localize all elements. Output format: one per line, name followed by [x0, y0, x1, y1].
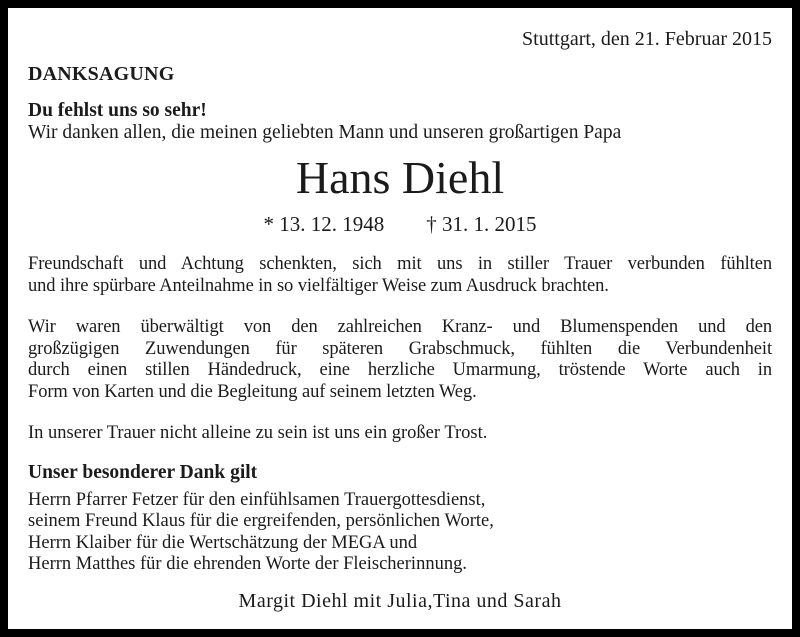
thanks-list — [28, 490, 772, 576]
thanks-heading: Unser besonderer Dank gilt — [28, 461, 258, 483]
dateline: Stuttgart, den 21. Februar 2015 — [522, 28, 772, 50]
deceased-name: Hans Diehl — [295, 152, 505, 203]
paragraph-line: großzügigen Zuwendungen für späteren Grabschmuck, fühlten die Verbundenheit — [28, 338, 772, 359]
death-date: † 31. 1. 2015 — [426, 212, 537, 236]
paragraph-line: Wir waren überwältigt von den zahlreichen Kranz- und Blumenspenden und den — [28, 317, 772, 337]
thanks-line: Herrn Matthes für die ehrenden Worte der Fleischerinnung. — [28, 554, 467, 574]
lead-bold-line: Du fehlst uns so sehr! — [28, 100, 207, 121]
thanks-line: Herrn Pfarrer Fetzer für den einfühlsamen Trauergottesdienst, — [28, 489, 486, 510]
lead-line: Wir danken allen, die meinen geliebten Mann und unseren großartigen Papa — [28, 122, 622, 143]
condolence-paragraph-1 — [28, 254, 772, 297]
birth-date: * 13. 12. 1948 — [263, 212, 385, 236]
thanks-line: Herrn Klaiber für die Wertschätzung der MEGA und — [28, 532, 418, 553]
category-heading: DANKSAGUNG — [28, 63, 175, 85]
obituary-notice-paper — [8, 8, 792, 629]
comfort-line: In unserer Trauer nicht alleine zu sein ist uns ein großer Trost. — [28, 423, 488, 443]
life-dates — [28, 212, 772, 236]
condolence-paragraph-2 — [28, 317, 772, 403]
signature-line: Margit Diehl mit Julia,Tina und Sarah — [238, 589, 562, 612]
paragraph-line: durch einen stillen Händedruck, eine herzliche Umarmung, tröstende Worte auch in — [28, 360, 772, 380]
paragraph-line: Freundschaft und Achtung schenkten, sich mit uns in stiller Trauer verbunden fühlten — [28, 254, 772, 274]
paragraph-line: und ihre spürbare Anteilnahme in so vielfältiger Weise zum Ausdruck brachten. — [28, 275, 609, 296]
paragraph-line: Form von Karten und die Begleitung auf seinem letzten Weg. — [28, 381, 477, 402]
thanks-line: seinem Freund Klaus für die ergreifenden, persönlichen Worte, — [28, 511, 494, 531]
